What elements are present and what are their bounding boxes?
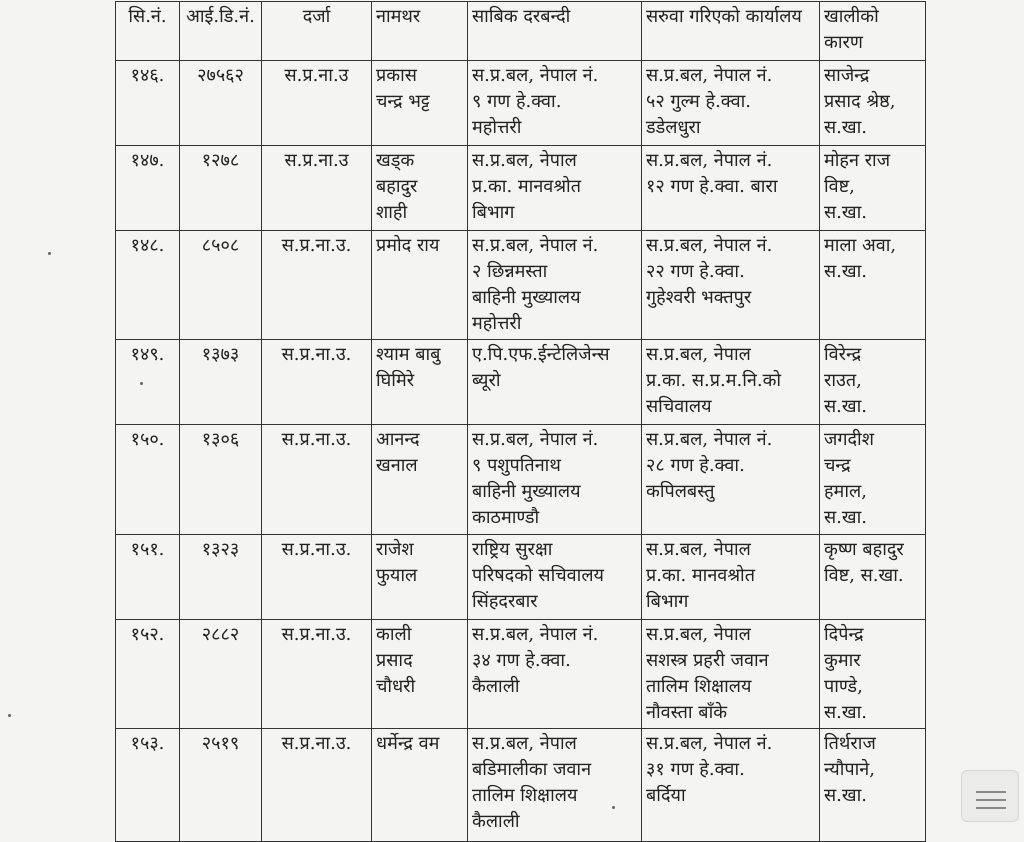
- serial-number: १४८.: [116, 231, 180, 340]
- table-row: [116, 729, 926, 842]
- header-serial-number: सि.नं.: [116, 2, 180, 61]
- serial-number: १५३.: [116, 729, 180, 842]
- previous-post: स.प्र.बल, नेपाल नं. ९ पशुपतिनाथ बाहिनी मुख्यालय काठमाण्डौ: [468, 425, 642, 535]
- person-name: राजेश फुयाल: [372, 535, 468, 620]
- previous-post: स.प्र.बल, नेपाल बडिमालीका जवान तालिम शिक्षालय कैलाली: [468, 729, 642, 842]
- menu-lines-icon: [976, 799, 1006, 801]
- vacancy-reason: कृष्ण बहादुर विष्ट, स.खा.: [820, 535, 926, 620]
- scan-speck: [140, 382, 143, 385]
- vacancy-reason: मोहन राज विष्ट, स.खा.: [820, 146, 926, 231]
- rank: स.प्र.ना.उ: [262, 146, 372, 231]
- transferred-office: स.प्र.बल, नेपाल नं. १२ गण हे.क्वा. बारा: [642, 146, 820, 231]
- serial-number: १५१.: [116, 535, 180, 620]
- scan-speck: [612, 806, 615, 809]
- transferred-office: स.प्र.बल, नेपाल नं. ५२ गुल्म हे.क्वा. डडेलधुरा: [642, 61, 820, 146]
- scan-speck: [48, 252, 51, 255]
- previous-post: राष्ट्रिय सुरक्षा परिषदको सचिवालय सिंहदरबार: [468, 535, 642, 620]
- id-number: १२७८: [180, 146, 262, 231]
- vacancy-reason: माला अवा, स.खा.: [820, 231, 926, 340]
- rank: स.प्र.ना.उ.: [262, 535, 372, 620]
- rank: स.प्र.ना.उ.: [262, 425, 372, 535]
- header-transferred-office: सरुवा गरिएको कार्यालय: [642, 2, 820, 61]
- header-id-number: आई.डि.नं.: [180, 2, 262, 61]
- menu-lines-icon: [976, 791, 1006, 793]
- person-name: श्याम बाबु घिमिरे: [372, 340, 468, 425]
- previous-post: स.प्र.बल, नेपाल नं. ९ गण हे.क्वा. महोत्तरी: [468, 61, 642, 146]
- transferred-office: स.प्र.बल, नेपाल प्र.का. स.प्र.म.नि.को सचिवालय: [642, 340, 820, 425]
- table-row: [116, 146, 926, 231]
- id-number: १३०६: [180, 425, 262, 535]
- serial-number: १५२.: [116, 620, 180, 729]
- previous-post: स.प्र.बल, नेपाल नं. ३४ गण हे.क्वा. कैलाली: [468, 620, 642, 729]
- id-number: १३२३: [180, 535, 262, 620]
- vacancy-reason: दिपेन्द्र कुमार पाण्डे, स.खा.: [820, 620, 926, 729]
- header-rank: दर्जा: [262, 2, 372, 61]
- serial-number: १५०.: [116, 425, 180, 535]
- vacancy-reason: जगदीश चन्द्र हमाल, स.खा.: [820, 425, 926, 535]
- id-number: २७५६२: [180, 61, 262, 146]
- previous-post: स.प्र.बल, नेपाल नं. २ छिन्नमस्ता बाहिनी मुख्यालय महोत्तरी: [468, 231, 642, 340]
- menu-lines-icon: [976, 807, 1006, 809]
- header-name: नामथर: [372, 2, 468, 61]
- rank: स.प्र.ना.उ: [262, 61, 372, 146]
- person-name: प्रमोद राय: [372, 231, 468, 340]
- rank: स.प्र.ना.उ.: [262, 729, 372, 842]
- serial-number: १४६.: [116, 61, 180, 146]
- person-name: काली प्रसाद चौधरी: [372, 620, 468, 729]
- table-row: [116, 535, 926, 620]
- vacancy-reason: तिर्थराज न्यौपाने, स.खा.: [820, 729, 926, 842]
- table-row: [116, 340, 926, 425]
- table-header-row: [116, 2, 926, 61]
- transferred-office: स.प्र.बल, नेपाल नं. २८ गण हे.क्वा. कपिलबस्तु: [642, 425, 820, 535]
- viewer-menu-button[interactable]: [961, 770, 1019, 822]
- header-vacancy-reason: खालीको कारण: [820, 2, 926, 61]
- id-number: २८८२: [180, 620, 262, 729]
- rank: स.प्र.ना.उ.: [262, 620, 372, 729]
- serial-number: १४९.: [116, 340, 180, 425]
- rank: स.प्र.ना.उ.: [262, 340, 372, 425]
- transferred-office: स.प्र.बल, नेपाल नं. ३१ गण हे.क्वा. बर्दिया: [642, 729, 820, 842]
- vacancy-reason: साजेन्द्र प्रसाद श्रेष्ठ, स.खा.: [820, 61, 926, 146]
- id-number: १३७३: [180, 340, 262, 425]
- transferred-office: स.प्र.बल, नेपाल प्र.का. मानवश्रोत बिभाग: [642, 535, 820, 620]
- table-row: [116, 425, 926, 535]
- scan-speck: [8, 714, 11, 717]
- vacancy-reason: विरेन्द्र राउत, स.खा.: [820, 340, 926, 425]
- person-name: आनन्द खनाल: [372, 425, 468, 535]
- person-name: धर्मेन्द्र वम: [372, 729, 468, 842]
- transferred-office: स.प्र.बल, नेपाल सशस्त्र प्रहरी जवान तालिम शिक्षालय नौवस्ता बाँके: [642, 620, 820, 729]
- rank: स.प्र.ना.उ.: [262, 231, 372, 340]
- id-number: २५१९: [180, 729, 262, 842]
- table-row: [116, 620, 926, 729]
- person-name: प्रकास चन्द्र भट्ट: [372, 61, 468, 146]
- serial-number: १४७.: [116, 146, 180, 231]
- person-name: खड्क बहादुर शाही: [372, 146, 468, 231]
- previous-post: स.प्र.बल, नेपाल प्र.का. मानवश्रोत बिभाग: [468, 146, 642, 231]
- previous-post: ए.पि.एफ.ईन्टेलिजेन्स ब्यूरो: [468, 340, 642, 425]
- table-row: [116, 61, 926, 146]
- header-previous-post: साबिक दरबन्दी: [468, 2, 642, 61]
- transferred-office: स.प्र.बल, नेपाल नं. २२ गण हे.क्वा. गुहेश्वरी भक्तपुर: [642, 231, 820, 340]
- table-row: [116, 231, 926, 340]
- id-number: ८५०८: [180, 231, 262, 340]
- transfer-table: [115, 1, 926, 842]
